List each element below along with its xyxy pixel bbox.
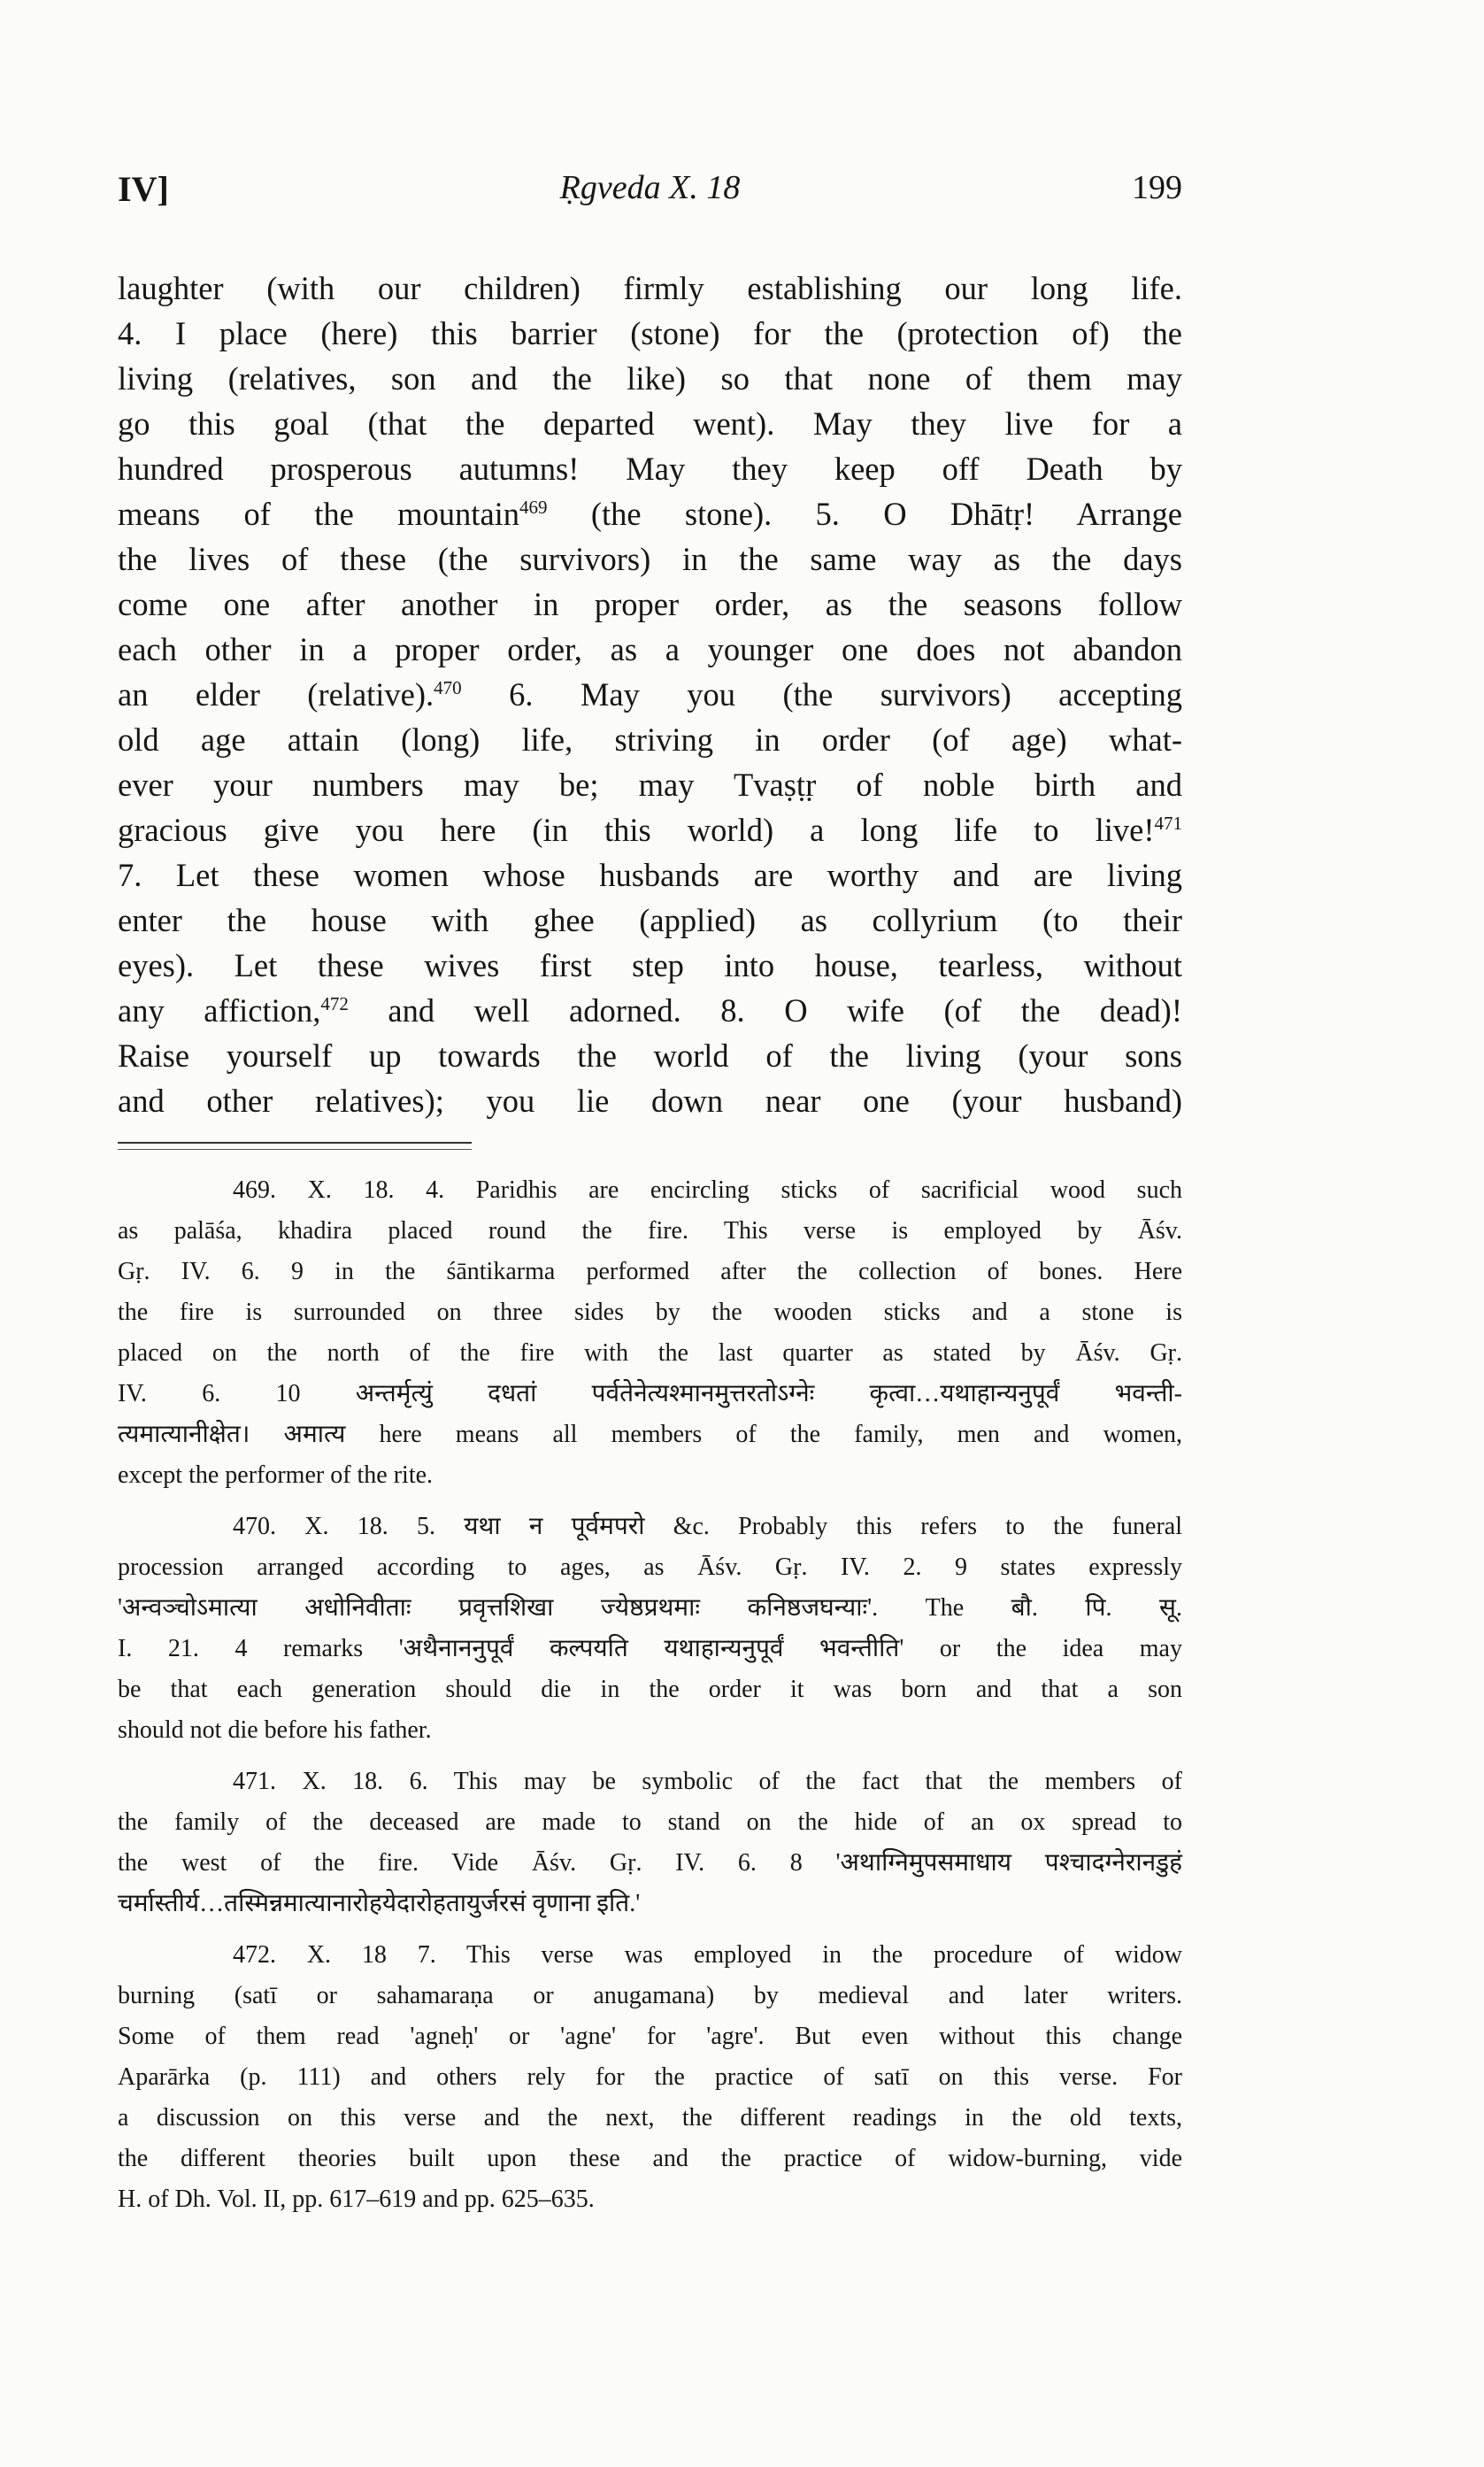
footnote-line: H. of Dh. Vol. II, pp. 617–619 and pp. 625–635.: [118, 2186, 595, 2213]
footnote-first-line: 470. X. 18. 5. यथा न पूर्वमपरो &c. Probably this refers to the funeral: [233, 1513, 1182, 1540]
footnote-reference: 471: [1154, 812, 1182, 834]
footnote-line: the west of the fire. Vide Āśv. Gṛ. IV. 6. 8 'अथाग्निमुपसमाधाय पश्चादग्नेरानडुहं: [118, 1849, 1182, 1877]
text-line: 4. I place (here) this barrier (stone) for the (protection of) the: [118, 315, 1182, 351]
footnote-line: चर्मास्तीर्य…तस्मिन्नमात्यानारोहयेदारोहतायुर्जरसं वृणाना इति.': [118, 1890, 641, 1917]
text-line: go this goal (that the departed went). May they live for a: [118, 405, 1182, 442]
text-line: hundred prosperous autumns! May they keep off Death by: [118, 451, 1182, 487]
text-line: any affiction,$^{472}$ and well adorned. 8. O wife (of the dead)!: [118, 992, 1182, 1029]
footnote-separator: [118, 1142, 472, 1150]
footnote-line: a discussion on this verse and the next, the different readings in the old texts,: [118, 2104, 1182, 2132]
text-line: come one after another in proper order, as the seasons follow: [118, 586, 1182, 622]
text-line: eyes). Let these wives first step into house, tearless, without: [118, 947, 1182, 983]
footnote-line: the family of the deceased are made to stand on the hide of an ox spread to: [118, 1808, 1182, 1836]
footnote-line: 'अन्वञ्चोऽमात्या अधोनिवीताः प्रवृत्तशिखा ज्येष्ठप्रथमाः कनिष्ठजघन्याः'. The बौ. पि. सू.: [118, 1594, 1182, 1622]
footnote-reference: 472: [320, 992, 349, 1014]
running-header: [118, 168, 1182, 221]
page-number: 199: [1132, 169, 1182, 206]
text-line: living (relatives, son and the like) so that none of them may: [118, 360, 1182, 397]
text-line: old age attain (long) life, striving in order (of age) what-: [118, 721, 1182, 758]
footnote-line: त्यमात्यानीक्षेत। अमात्य here means all members of the family, men and women,: [118, 1421, 1182, 1448]
footnote-line: except the performer of the rite.: [118, 1461, 434, 1489]
footnote-line: be that each generation should die in the order it was born and that a son: [118, 1676, 1182, 1703]
footnote-line: burning (satī or sahamaraṇa or anugamana) by medieval and later writers.: [118, 1982, 1182, 2009]
footnote-line: placed on the north of the fire with the last quarter as stated by Āśv. Gṛ.: [118, 1339, 1182, 1367]
footnote-first-line: 469. X. 18. 4. Paridhis are encircling sticks of sacrificial wood such: [233, 1176, 1182, 1204]
footnote-line: IV. 6. 10 अन्तर्मृत्युं दधतां पर्वतेनेत्यश्मानमुत्तरतोऽग्नेः कृत्वा…यथाहान्यनुपूर्वं भवन्ती-: [118, 1380, 1182, 1407]
text-line: and other relatives); you lie down near one (your husband): [118, 1083, 1182, 1119]
text-line: Raise yourself up towards the world of the living (your sons: [118, 1037, 1182, 1074]
footnote-line: Gṛ. IV. 6. 9 in the śāntikarma performed after the collection of bones. Here: [118, 1258, 1182, 1285]
footnote-line: I. 21. 4 remarks 'अथैनाननुपूर्वं कल्पयति यथाहान्यनुपूर्वं भवन्तीति' or the idea may: [118, 1635, 1182, 1662]
footnote-line: should not die before his father.: [118, 1716, 432, 1744]
footnote-line: Aparārka (p. 111) and others rely for the practice of satī on this verse. For: [118, 2063, 1182, 2091]
footnote-first-line: 471. X. 18. 6. This may be symbolic of the fact that the members of: [233, 1768, 1182, 1795]
text-line: ever your numbers may be; may Tvaṣṭṛ of noble birth and: [118, 767, 1182, 803]
text-line: gracious give you here (in this world) a long life to live!$^{471}$: [118, 812, 1182, 848]
text-line: enter the house with ghee (applied) as collyrium (to their: [118, 902, 1182, 938]
chapter-marker: IV]: [118, 169, 169, 209]
text-line: each other in a proper order, as a younger one does not abandon: [118, 631, 1182, 667]
footnotes: [118, 1170, 1182, 2220]
text-line: means of the mountain$^{469}$ (the stone). 5. O Dhātṛ! Arrange: [118, 496, 1183, 532]
footnote-line: the fire is surrounded on three sides by the wooden sticks and a stone is: [118, 1299, 1182, 1326]
footnote-line: procession arranged according to ages, as Āśv. Gṛ. IV. 2. 9 states expressly: [118, 1553, 1182, 1581]
footnote-line: the different theories built upon these and the practice of widow-burning, vide: [118, 2145, 1182, 2172]
footnote-reference: 469: [519, 496, 548, 518]
running-title: Ṛgveda X. 18: [559, 169, 741, 206]
main-text: [118, 266, 1182, 1123]
text-line: laughter (with our children) firmly establishing our long life.: [118, 270, 1182, 306]
text-line: an elder (relative).$^{470}$ 6. May you (the survivors) accepting: [118, 676, 1183, 713]
text-line: 7. Let these women whose husbands are worthy and are living: [118, 857, 1182, 893]
footnote-reference: 470: [434, 676, 462, 698]
text-line: the lives of these (the survivors) in the same way as the days: [118, 541, 1182, 577]
footnote-line: as palāśa, khadira placed round the fire. This verse is employed by Āśv.: [118, 1217, 1182, 1245]
footnote-first-line: 472. X. 18 7. This verse was employed in the procedure of widow: [233, 1941, 1182, 1969]
footnote-line: Some of them read 'agneḥ' or 'agne' for 'agre'. But even without this change: [118, 2023, 1182, 2050]
